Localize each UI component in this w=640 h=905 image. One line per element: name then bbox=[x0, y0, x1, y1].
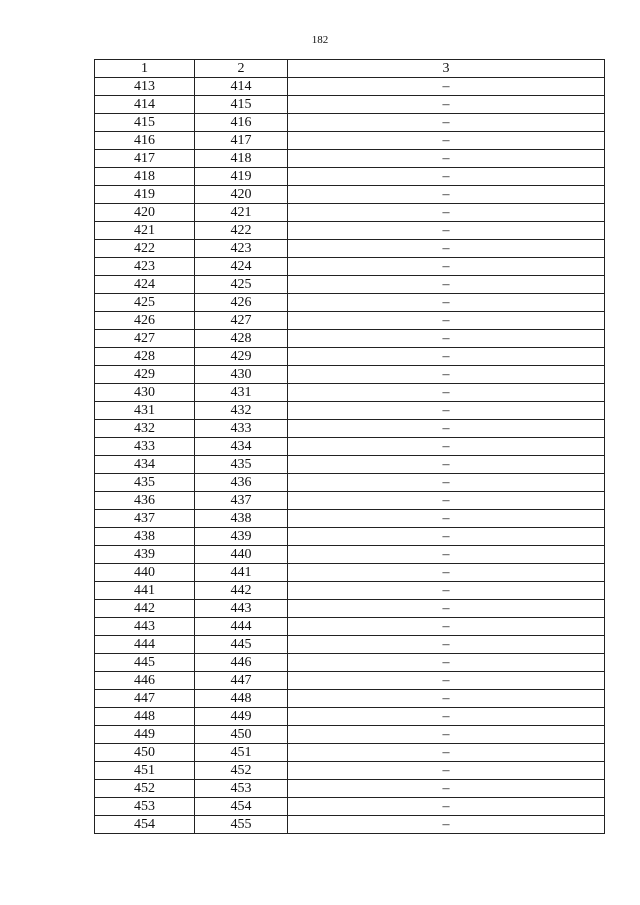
table-cell-col-3: – bbox=[288, 312, 605, 330]
table-cell-col-3: – bbox=[288, 132, 605, 150]
table-row bbox=[95, 96, 605, 114]
table-row bbox=[95, 402, 605, 420]
table-cell-col-3: – bbox=[288, 600, 605, 618]
table-cell-col-2: 452 bbox=[195, 762, 288, 780]
table-row bbox=[95, 816, 605, 834]
table-cell-col-1: 422 bbox=[95, 240, 195, 258]
table-cell-col-1: 440 bbox=[95, 564, 195, 582]
table-cell-col-3: – bbox=[288, 762, 605, 780]
table-cell-col-2: 437 bbox=[195, 492, 288, 510]
table-cell-col-2: 455 bbox=[195, 816, 288, 834]
table-body bbox=[95, 78, 605, 834]
table-cell-col-2: 417 bbox=[195, 132, 288, 150]
table-cell-col-2: 454 bbox=[195, 798, 288, 816]
table-row bbox=[95, 672, 605, 690]
table-cell-col-3: – bbox=[288, 672, 605, 690]
table-cell-col-2: 445 bbox=[195, 636, 288, 654]
table-cell-col-2: 418 bbox=[195, 150, 288, 168]
table-cell-col-1: 447 bbox=[95, 690, 195, 708]
table-row bbox=[95, 420, 605, 438]
table-cell-col-3: – bbox=[288, 276, 605, 294]
table-row bbox=[95, 708, 605, 726]
table-cell-col-2: 414 bbox=[195, 78, 288, 96]
table-cell-col-1: 446 bbox=[95, 672, 195, 690]
table-cell-col-3: – bbox=[288, 474, 605, 492]
table-row bbox=[95, 528, 605, 546]
table-cell-col-2: 420 bbox=[195, 186, 288, 204]
table-cell-col-2: 422 bbox=[195, 222, 288, 240]
table-cell-col-1: 451 bbox=[95, 762, 195, 780]
table-cell-col-3: – bbox=[288, 546, 605, 564]
table-cell-col-3: – bbox=[288, 384, 605, 402]
table-cell-col-2: 432 bbox=[195, 402, 288, 420]
table-row bbox=[95, 474, 605, 492]
table-cell-col-1: 427 bbox=[95, 330, 195, 348]
table-cell-col-2: 443 bbox=[195, 600, 288, 618]
table-cell-col-3: – bbox=[288, 240, 605, 258]
table-cell-col-2: 424 bbox=[195, 258, 288, 276]
table-cell-col-1: 431 bbox=[95, 402, 195, 420]
table-cell-col-2: 427 bbox=[195, 312, 288, 330]
table-cell-col-3: – bbox=[288, 618, 605, 636]
table-cell-col-2: 446 bbox=[195, 654, 288, 672]
table-cell-col-1: 414 bbox=[95, 96, 195, 114]
table-cell-col-3: – bbox=[288, 654, 605, 672]
table-row bbox=[95, 240, 605, 258]
table-cell-col-2: 442 bbox=[195, 582, 288, 600]
table-cell-col-1: 417 bbox=[95, 150, 195, 168]
table-cell-col-2: 429 bbox=[195, 348, 288, 366]
table-cell-col-2: 449 bbox=[195, 708, 288, 726]
table-cell-col-3: – bbox=[288, 402, 605, 420]
table-row bbox=[95, 636, 605, 654]
table-cell-col-2: 439 bbox=[195, 528, 288, 546]
table-cell-col-2: 425 bbox=[195, 276, 288, 294]
table-cell-col-2: 421 bbox=[195, 204, 288, 222]
table-cell-col-2: 450 bbox=[195, 726, 288, 744]
column-header-1: 1 bbox=[95, 60, 195, 78]
table-cell-col-1: 418 bbox=[95, 168, 195, 186]
table-cell-col-2: 438 bbox=[195, 510, 288, 528]
table-cell-col-3: – bbox=[288, 708, 605, 726]
table-cell-col-2: 440 bbox=[195, 546, 288, 564]
table-cell-col-1: 448 bbox=[95, 708, 195, 726]
table-cell-col-1: 439 bbox=[95, 546, 195, 564]
table-row bbox=[95, 438, 605, 456]
table-row bbox=[95, 132, 605, 150]
table-cell-col-2: 441 bbox=[195, 564, 288, 582]
table-cell-col-1: 423 bbox=[95, 258, 195, 276]
table-row bbox=[95, 258, 605, 276]
table-cell-col-1: 434 bbox=[95, 456, 195, 474]
table-cell-col-2: 423 bbox=[195, 240, 288, 258]
table-row bbox=[95, 762, 605, 780]
table-cell-col-2: 416 bbox=[195, 114, 288, 132]
table-row bbox=[95, 222, 605, 240]
table-cell-col-1: 437 bbox=[95, 510, 195, 528]
table-cell-col-3: – bbox=[288, 636, 605, 654]
table-cell-col-3: – bbox=[288, 582, 605, 600]
table-cell-col-1: 441 bbox=[95, 582, 195, 600]
table-cell-col-1: 421 bbox=[95, 222, 195, 240]
table-cell-col-1: 444 bbox=[95, 636, 195, 654]
table-cell-col-3: – bbox=[288, 798, 605, 816]
table-cell-col-3: – bbox=[288, 690, 605, 708]
table-cell-col-3: – bbox=[288, 348, 605, 366]
table-row bbox=[95, 600, 605, 618]
table-cell-col-1: 435 bbox=[95, 474, 195, 492]
table-row bbox=[95, 150, 605, 168]
table-cell-col-3: – bbox=[288, 726, 605, 744]
table-row bbox=[95, 312, 605, 330]
table-row bbox=[95, 330, 605, 348]
table-row bbox=[95, 744, 605, 762]
table-row bbox=[95, 546, 605, 564]
column-header-2: 2 bbox=[195, 60, 288, 78]
table-row bbox=[95, 564, 605, 582]
table-cell-col-3: – bbox=[288, 438, 605, 456]
table-row bbox=[95, 348, 605, 366]
table-cell-col-1: 452 bbox=[95, 780, 195, 798]
table-cell-col-1: 415 bbox=[95, 114, 195, 132]
table-row bbox=[95, 168, 605, 186]
table-cell-col-3: – bbox=[288, 492, 605, 510]
table-header bbox=[95, 60, 605, 78]
table-cell-col-1: 424 bbox=[95, 276, 195, 294]
table-row bbox=[95, 384, 605, 402]
table-cell-col-3: – bbox=[288, 150, 605, 168]
table-cell-col-3: – bbox=[288, 294, 605, 312]
table-cell-col-1: 438 bbox=[95, 528, 195, 546]
table-cell-col-3: – bbox=[288, 564, 605, 582]
table-cell-col-1: 445 bbox=[95, 654, 195, 672]
table-cell-col-1: 443 bbox=[95, 618, 195, 636]
table-row bbox=[95, 366, 605, 384]
header-row bbox=[95, 60, 605, 78]
table-cell-col-3: – bbox=[288, 114, 605, 132]
table-cell-col-3: – bbox=[288, 204, 605, 222]
table-cell-col-1: 436 bbox=[95, 492, 195, 510]
table-cell-col-1: 425 bbox=[95, 294, 195, 312]
table-cell-col-1: 449 bbox=[95, 726, 195, 744]
table-row bbox=[95, 204, 605, 222]
table-cell-col-2: 419 bbox=[195, 168, 288, 186]
table-row bbox=[95, 114, 605, 132]
table-cell-col-1: 430 bbox=[95, 384, 195, 402]
table-cell-col-3: – bbox=[288, 510, 605, 528]
table-row bbox=[95, 798, 605, 816]
table-cell-col-2: 434 bbox=[195, 438, 288, 456]
table-cell-col-1: 413 bbox=[95, 78, 195, 96]
table-cell-col-2: 436 bbox=[195, 474, 288, 492]
table-cell-col-1: 420 bbox=[95, 204, 195, 222]
table-cell-col-2: 448 bbox=[195, 690, 288, 708]
table-cell-col-3: – bbox=[288, 366, 605, 384]
table-cell-col-3: – bbox=[288, 528, 605, 546]
table-row bbox=[95, 186, 605, 204]
table-cell-col-2: 444 bbox=[195, 618, 288, 636]
table-cell-col-2: 428 bbox=[195, 330, 288, 348]
table-row bbox=[95, 456, 605, 474]
table-cell-col-3: – bbox=[288, 78, 605, 96]
table-row bbox=[95, 276, 605, 294]
table-row bbox=[95, 582, 605, 600]
table-cell-col-3: – bbox=[288, 780, 605, 798]
table-cell-col-3: – bbox=[288, 744, 605, 762]
table-cell-col-3: – bbox=[288, 420, 605, 438]
column-header-3: 3 bbox=[288, 60, 605, 78]
table-cell-col-1: 416 bbox=[95, 132, 195, 150]
table-cell-col-2: 430 bbox=[195, 366, 288, 384]
table-cell-col-1: 426 bbox=[95, 312, 195, 330]
table-cell-col-1: 429 bbox=[95, 366, 195, 384]
table-cell-col-3: – bbox=[288, 222, 605, 240]
table-row bbox=[95, 726, 605, 744]
table-row bbox=[95, 510, 605, 528]
table-cell-col-1: 442 bbox=[95, 600, 195, 618]
table-row bbox=[95, 78, 605, 96]
table-cell-col-1: 453 bbox=[95, 798, 195, 816]
table-cell-col-1: 428 bbox=[95, 348, 195, 366]
table-cell-col-1: 432 bbox=[95, 420, 195, 438]
table-cell-col-2: 433 bbox=[195, 420, 288, 438]
table-cell-col-2: 435 bbox=[195, 456, 288, 474]
table-cell-col-2: 426 bbox=[195, 294, 288, 312]
table-cell-col-2: 447 bbox=[195, 672, 288, 690]
table-cell-col-1: 450 bbox=[95, 744, 195, 762]
table-row bbox=[95, 654, 605, 672]
table-cell-col-2: 431 bbox=[195, 384, 288, 402]
table-cell-col-3: – bbox=[288, 330, 605, 348]
table-cell-col-3: – bbox=[288, 456, 605, 474]
table-row bbox=[95, 618, 605, 636]
table-cell-col-1: 454 bbox=[95, 816, 195, 834]
table-cell-col-3: – bbox=[288, 258, 605, 276]
table-cell-col-1: 419 bbox=[95, 186, 195, 204]
table-cell-col-1: 433 bbox=[95, 438, 195, 456]
page-number: 182 bbox=[311, 34, 329, 46]
table-cell-col-2: 451 bbox=[195, 744, 288, 762]
table-cell-col-3: – bbox=[288, 186, 605, 204]
table-row bbox=[95, 690, 605, 708]
table-row bbox=[95, 492, 605, 510]
table-cell-col-3: – bbox=[288, 96, 605, 114]
table-row bbox=[95, 294, 605, 312]
table-cell-col-2: 415 bbox=[195, 96, 288, 114]
table-cell-col-3: – bbox=[288, 168, 605, 186]
data-table bbox=[94, 59, 605, 834]
table-row bbox=[95, 780, 605, 798]
table-cell-col-2: 453 bbox=[195, 780, 288, 798]
table-cell-col-3: – bbox=[288, 816, 605, 834]
